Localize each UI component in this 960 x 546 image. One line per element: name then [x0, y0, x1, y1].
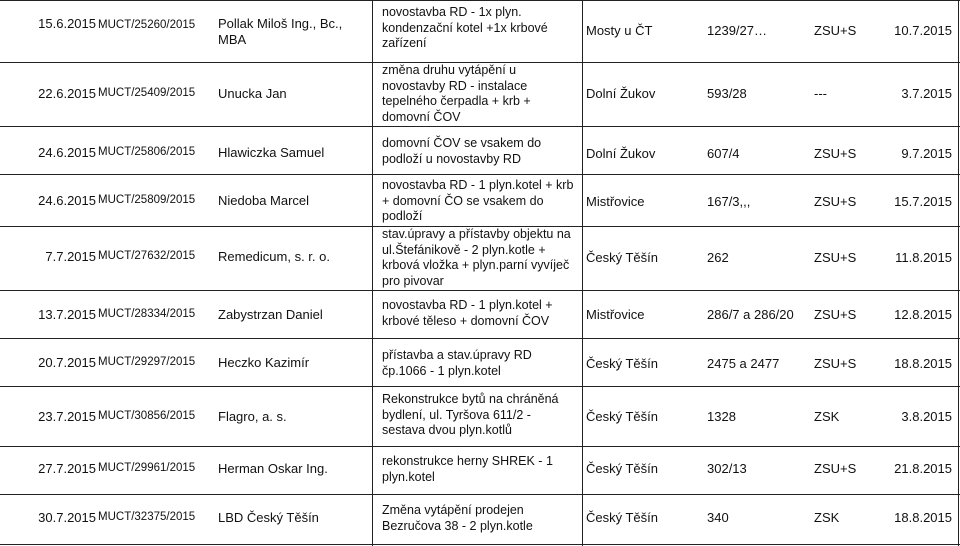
description-cell: Rekonstrukce bytů na chráněná bydlení, ul. Tyršova 611/2 - sestava dvou plyn.kotlů	[382, 392, 559, 437]
reference-cell: MUCT/27632/2015	[98, 250, 196, 263]
type-cell: ZSU+S	[814, 356, 857, 372]
table-row	[0, 494, 960, 544]
type-cell: ZSK	[814, 409, 840, 425]
date-cell: 20.7.2015	[38, 355, 96, 371]
table-row	[0, 338, 960, 386]
table-row	[0, 290, 960, 338]
parcel-cell: 262	[707, 250, 729, 266]
table-row	[0, 0, 960, 62]
description-cell: rekonstrukce herny SHREK - 1 plyn.kotel	[382, 454, 553, 484]
completion-date-cell: 3.7.2015	[901, 86, 952, 102]
applicant-cell: Herman Oskar Ing.	[218, 461, 328, 477]
reference-cell: MUCT/25409/2015	[98, 87, 196, 100]
completion-date-cell: 11.8.2015	[895, 250, 952, 266]
location-cell: Dolní Žukov	[586, 146, 656, 162]
type-cell: ZSU+S	[814, 461, 857, 477]
table-row	[0, 386, 960, 446]
applicant-cell: LBD Český Těšín	[218, 510, 319, 526]
applicant-cell: Heczko Kazimír	[218, 355, 310, 371]
description-cell: změna druhu vytápění u novostavby RD - instalace tepelného čerpadla + krb + domovní ČOV	[382, 63, 531, 124]
location-cell: Mistřovice	[586, 194, 645, 210]
date-cell: 13.7.2015	[38, 307, 96, 323]
completion-date-cell: 15.7.2015	[894, 194, 952, 210]
date-cell: 15.6.2015	[38, 16, 96, 31]
location-cell: Český Těšín	[586, 409, 659, 425]
completion-date-cell: 18.8.2015	[894, 356, 952, 372]
type-cell: ZSU+S	[814, 250, 857, 266]
applicant-cell: Zabystrzan Daniel	[218, 307, 323, 323]
type-cell: ZSU+S	[814, 194, 857, 210]
parcel-cell: 2475 a 2477	[707, 356, 780, 372]
table-row	[0, 226, 960, 290]
table-row	[0, 62, 960, 126]
location-cell: Český Těšín	[586, 250, 659, 266]
location-cell: Český Těšín	[586, 510, 659, 526]
reference-cell: MUCT/25806/2015	[98, 146, 196, 159]
parcel-cell: 302/13	[707, 461, 747, 477]
applicant-cell: Pollak Miloš Ing., Bc., MBA	[218, 16, 343, 47]
parcel-cell: 340	[707, 510, 729, 526]
description-cell: stav.úpravy a přístavby objektu na ul.Štefánikově - 2 plyn.kotle + krbová vložka + plyn.parní vyvíječ pro pivovar	[382, 227, 571, 288]
reference-cell: MUCT/29961/2015	[98, 462, 196, 475]
applicant-cell: Unucka Jan	[218, 86, 287, 102]
reference-cell: MUCT/28334/2015	[98, 308, 196, 321]
parcel-cell: 286/7 a 286/20	[707, 307, 794, 323]
completion-date-cell: 21.8.2015	[894, 461, 952, 477]
date-cell: 23.7.2015	[38, 409, 96, 425]
reference-cell: MUCT/30856/2015	[98, 410, 196, 423]
table-row	[0, 126, 960, 174]
type-cell: ZSU+S	[814, 307, 857, 323]
date-cell: 27.7.2015	[38, 461, 96, 477]
date-cell: 24.6.2015	[38, 193, 96, 209]
parcel-cell: 607/4	[707, 146, 740, 162]
reference-cell: MUCT/25260/2015	[98, 19, 196, 31]
location-cell: Český Těšín	[586, 461, 659, 477]
description-cell: novostavba RD - 1 plyn.kotel + krb + domovní ČO se vsakem do podloží	[382, 178, 574, 223]
reference-cell: MUCT/25809/2015	[98, 194, 196, 207]
parcel-cell: 1328	[707, 409, 736, 425]
reference-cell: MUCT/32375/2015	[98, 511, 196, 524]
location-cell: Mistřovice	[586, 307, 645, 323]
description-cell: domovní ČOV se vsakem do podloží u novostavby RD	[382, 136, 542, 166]
description-cell: přístavba a stav.úpravy RD čp.1066 - 1 plyn.kotel	[382, 348, 532, 378]
applicant-cell: Niedoba Marcel	[218, 193, 310, 209]
description-cell: novostavba RD - 1 plyn.kotel + krbové těleso + domovní ČOV	[382, 298, 553, 328]
type-cell: ZSU+S	[814, 146, 857, 162]
date-cell: 7.7.2015	[45, 249, 96, 265]
date-cell: 24.6.2015	[38, 145, 96, 161]
description-cell: Změna vytápění prodejen Bezručova 38 - 2 plyn.kotle	[382, 503, 533, 533]
location-cell: Český Těšín	[586, 356, 659, 372]
row-divider	[0, 544, 960, 545]
parcel-cell: 1239/27…	[707, 23, 767, 39]
completion-date-cell: 9.7.2015	[901, 146, 952, 162]
applicant-cell: Remedicum, s. r. o.	[218, 249, 330, 265]
location-cell: Mosty u ČT	[586, 23, 653, 39]
table-row	[0, 174, 960, 226]
completion-date-cell: 18.8.2015	[894, 510, 952, 526]
completion-date-cell: 3.8.2015	[901, 409, 952, 425]
location-cell: Dolní Žukov	[586, 86, 656, 102]
applicant-cell: Flagro, a. s.	[218, 409, 287, 425]
reference-cell: MUCT/29297/2015	[98, 356, 196, 369]
date-cell: 22.6.2015	[38, 86, 96, 102]
parcel-cell: 167/3,,,	[707, 194, 751, 210]
type-cell: ZSK	[814, 510, 840, 526]
completion-date-cell: 12.8.2015	[894, 307, 952, 323]
table-row	[0, 446, 960, 494]
type-cell: ZSU+S	[814, 23, 857, 39]
completion-date-cell: 10.7.2015	[894, 23, 952, 39]
date-cell: 30.7.2015	[38, 510, 96, 526]
description-cell: novostavba RD - 1x plyn. kondenzační kotel +1x krbové zařízení	[382, 5, 548, 50]
type-cell: ---	[814, 86, 827, 102]
applicant-cell: Hlawiczka Samuel	[218, 145, 325, 161]
parcel-cell: 593/28	[707, 86, 747, 102]
